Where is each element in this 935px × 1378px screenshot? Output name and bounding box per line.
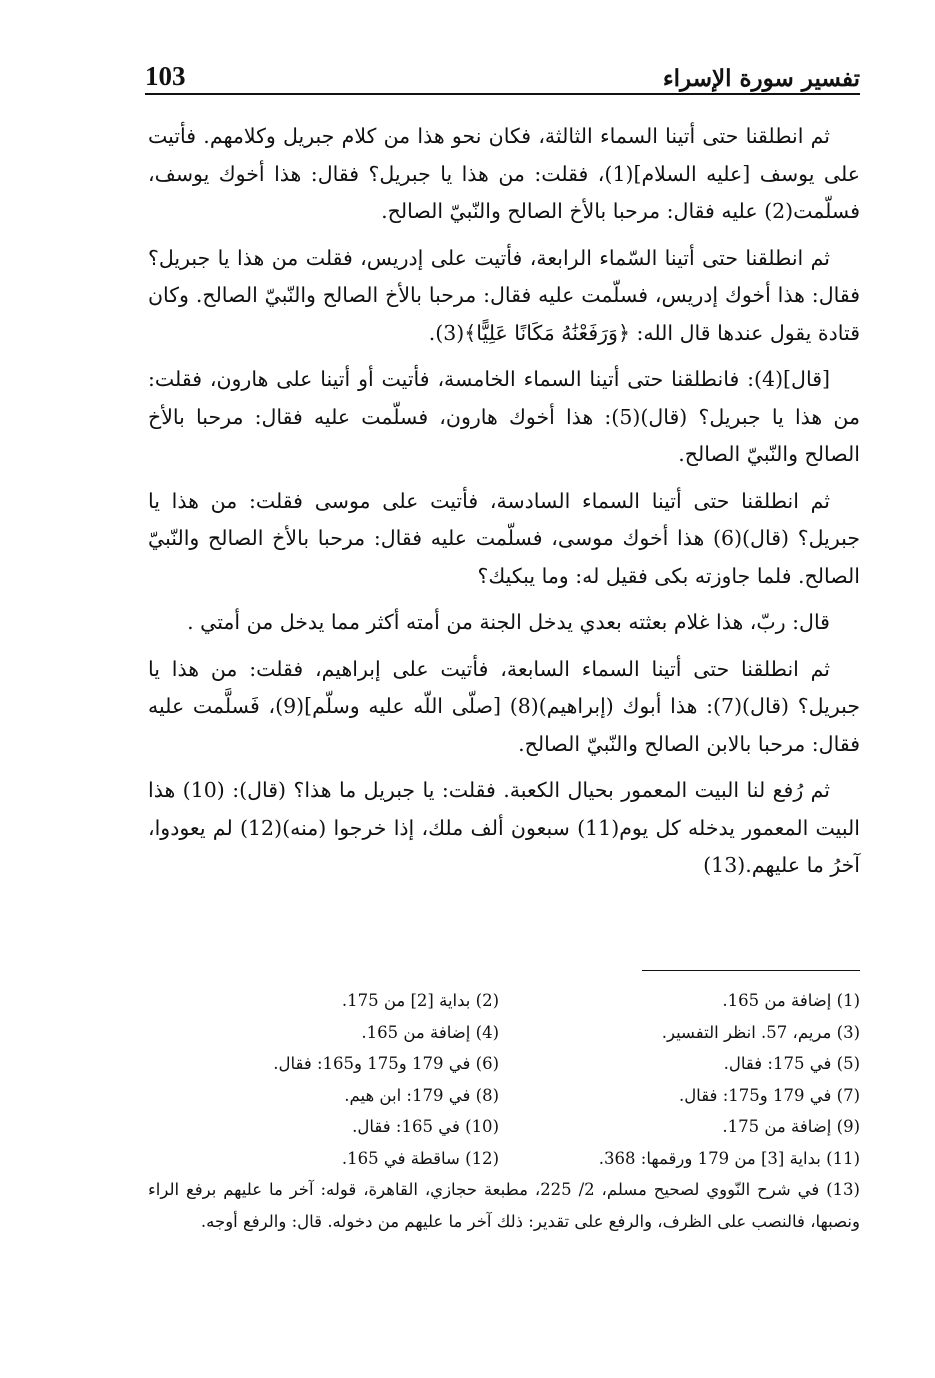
paragraph: ثم انطلقنا حتى أتينا السماء الثالثة، فكان نحو هذا من كلام جبريل وكلامهم. فأتيت على يوسف [عليه السلام](1)، فقلت: من هذا يا جبريل؟ فقال: هذا أخوك يوسف، فسلّمت(2) عليه فقال: مرحبا بالأخ الصالح والنّبيّ الصالح.	[148, 124, 860, 223]
paragraph: ثم انطلقنا حتى أتينا السّماء الرابعة، فأتيت على إدريس، فقلت من هذا يا جبريل؟ فقال: هذا أخوك إدريس، فسلّمت عليه فقال: مرحبا بالأخ الصالح والنّبيّ الصالح. وكان قتادة يقول عندها قال الله: ﴿وَرَفَعْنَٰهُ مَكَانًا عَلِيًّا﴾(3).	[148, 245, 860, 345]
running-title: تفسير سورة الإسراء	[662, 65, 860, 92]
page-header	[145, 58, 860, 92]
footnote: (1) إضافة من 165.	[722, 991, 860, 1010]
footnote: (7) في 179 و175: فقال.	[678, 1085, 860, 1105]
paragraph: ثم انطلقنا حتى أتينا السماء السابعة، فأتيت على إبراهيم، فقلت: من هذا يا جبريل؟ (قال)(7): هذا أبوك (إبراهيم)(8) [صلّى اللّه عليه وسلّم](9)، فَسلَّمت عليه فقال: مرحبا بالابن الصالح والنّبيّ الصالح.	[148, 656, 860, 756]
footnote-13: (13) في شرح النّووي لصحيح مسلم، 2/ 225، مطبعة حجازي، القاهرة، قوله: آخر ما عليهم برفع الراء ونصبها، فالنصب على الظرف، والرفع على تقدير: ذلك آخر ما عليهم من دخوله. قال: والرفع أوجه.	[148, 1180, 860, 1231]
footnote: (2) بداية [2] من 175.	[341, 991, 499, 1010]
paragraph: ثم رُفع لنا البيت المعمور بحيال الكعبة. فقلت: يا جبريل ما هذا؟ (قال): (10) هذا البيت المعمور يدخله كل يوم(11) سبعون ألف ملك، إذا خرجوا (منه)(12) لم يعودوا، آخرُ ما عليهم.(13)	[148, 778, 860, 877]
footnote: (3) مريم، 57. انظر التفسير.	[661, 1022, 860, 1042]
footnote: (9) إضافة من 175.	[722, 1117, 860, 1136]
header-rule	[145, 93, 860, 95]
footnote: (8) في 179: ابن هيم.	[344, 1085, 499, 1105]
footnote: (10) في 165: فقال.	[352, 1117, 499, 1136]
paragraph: ثم انطلقنا حتى أتينا السماء السادسة، فأتيت على موسى فقلت: من هذا يا جبريل؟ (قال)(6) هذا أخوك موسى، فسلّمت عليه فقال: مرحبا بالأخ الصالح والنّبيّ الصالح. فلما جاوزته بكى فقيل له: وما يبكيك؟	[148, 488, 860, 588]
footnote: (5) في 175: فقال.	[723, 1054, 860, 1073]
paragraph: [قال](4): فانطلقنا حتى أتينا السماء الخامسة، فأتيت أو أتينا على هارون، فقلت: من هذا يا جبريل؟ (قال)(5): هذا أخوك هارون، فسلّمت عليه فقال: مرحبا بالأخ الصالح والنّبيّ الصالح.	[148, 367, 860, 466]
paragraph: قال: ربّ، هذا غلام بعثته بعدي يدخل الجنة من أمته أكثر مما يدخل من أمتي .	[187, 610, 830, 634]
footnote: (11) بداية [3] من 179 ورقمها: 368.	[598, 1148, 860, 1168]
footnote: (6) في 179 و175 و165: فقال.	[273, 1054, 499, 1073]
main-text	[148, 118, 860, 894]
page-number: 103	[145, 61, 186, 91]
footnote-separator	[642, 970, 860, 971]
footnote: (12) ساقطة في 165.	[341, 1148, 499, 1168]
footnote: (4) إضافة من 165.	[361, 1022, 499, 1042]
footnote-grid	[148, 985, 860, 1174]
footnotes	[148, 985, 860, 1237]
